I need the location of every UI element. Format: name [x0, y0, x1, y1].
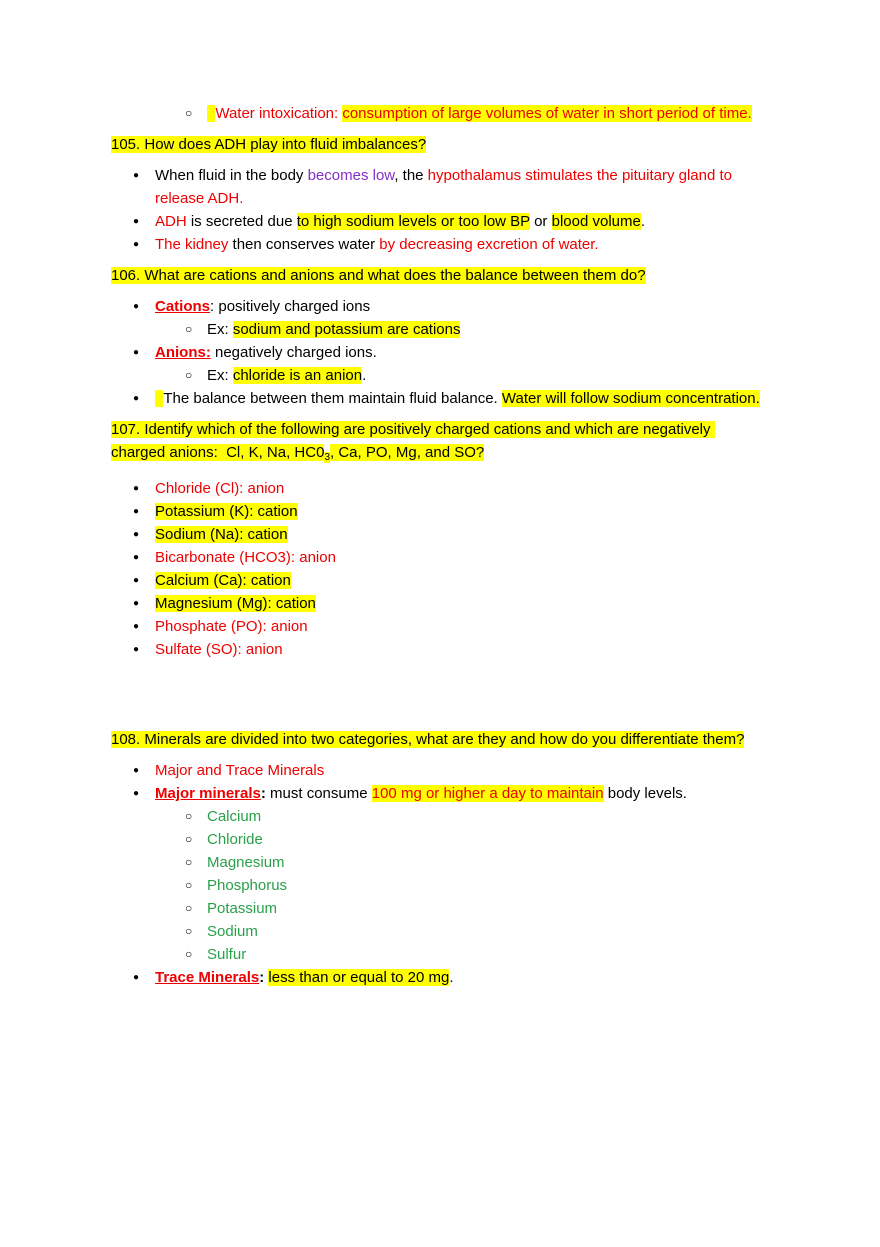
line-mineral-magnesium [111, 851, 768, 874]
bullet-major-minerals [111, 782, 768, 805]
line-mineral-potassium [111, 897, 768, 920]
filled-bullet-icon: ● [133, 239, 140, 250]
bullet-magnesium [111, 592, 768, 615]
text-run: blood volume [551, 213, 641, 230]
question-107 [111, 418, 768, 469]
text-run: Trace Minerals [155, 969, 260, 986]
line-mineral-calcium [111, 805, 768, 828]
bullet-potassium [111, 500, 768, 523]
text-run: consumption of large volumes of water in short period of time. [342, 105, 752, 122]
circle-bullet-icon: ○ [185, 368, 193, 382]
text-run: Sulfur [207, 946, 247, 963]
text-run: Sodium [207, 923, 258, 940]
bullet-trace-minerals [111, 966, 768, 989]
circle-bullet-icon: ○ [185, 106, 193, 120]
question-106 [111, 264, 768, 287]
line-water-intoxication [111, 102, 768, 125]
circle-bullet-icon: ○ [185, 809, 193, 823]
text-run: . [640, 213, 646, 230]
text-run: is secreted due [186, 213, 297, 230]
circle-bullet-icon: ○ [185, 855, 193, 869]
filled-bullet-icon: ● [133, 393, 140, 404]
text-run: Magnesium (Mg): cation [155, 595, 316, 612]
filled-bullet-icon: ● [133, 216, 140, 227]
text-run: , Ca, PO, Mg, and SO? [330, 444, 485, 461]
bullet-phosphate [111, 615, 768, 638]
text-run: must consume [265, 785, 372, 802]
circle-bullet-icon: ○ [185, 901, 193, 915]
line-mineral-sodium [111, 920, 768, 943]
text-run: Potassium (K): cation [155, 503, 298, 520]
text-run: Sodium (Na): cation [155, 526, 288, 543]
bullet-cations [111, 295, 768, 318]
text-run: Phosphate (PO): anion [155, 618, 308, 635]
bullet-kidney-conserves [111, 233, 768, 256]
text-run: by decreasing excretion of water. [379, 236, 599, 253]
text-run: 107. Identify which of the following are positively charged cations and which are negatively charged anions: Cl, K, Na, HC0 [111, 421, 715, 461]
text-run: The balance between them maintain fluid balance. [163, 390, 502, 407]
text-run: body levels. [603, 785, 687, 802]
text-run: Bicarbonate (HCO3): anion [155, 549, 336, 566]
text-run: Chloride (Cl): anion [155, 480, 285, 497]
circle-bullet-icon: ○ [185, 947, 193, 961]
text-run: Sulfate (SO): anion [155, 641, 283, 658]
bullet-sodium [111, 523, 768, 546]
bullet-anions [111, 341, 768, 364]
circle-bullet-icon: ○ [185, 878, 193, 892]
text-run: 106. What are cations and anions and what does the balance between them do? [111, 267, 646, 284]
bullet-sulfate [111, 638, 768, 661]
bullet-adh-secretion [111, 210, 768, 233]
text-run: Ex: [207, 367, 233, 384]
bullet-ion-balance [111, 387, 768, 410]
text-run: Anions: [155, 344, 211, 361]
text-run: Major and Trace Minerals [155, 762, 325, 779]
filled-bullet-icon: ● [133, 170, 140, 181]
circle-bullet-icon: ○ [185, 924, 193, 938]
bullet-chloride [111, 477, 768, 500]
line-mineral-chloride [111, 828, 768, 851]
filled-bullet-icon: ● [133, 552, 140, 563]
filled-bullet-icon: ● [133, 506, 140, 517]
text-run: Chloride [207, 831, 263, 848]
text-run: 3 [324, 452, 330, 463]
circle-bullet-icon: ○ [185, 322, 193, 336]
text-run: : positively charged ions [210, 298, 371, 315]
line-anion-example [111, 364, 768, 387]
text-run: then conserves water [228, 236, 380, 253]
bullet-calcium [111, 569, 768, 592]
text-run: When fluid in the body [155, 167, 308, 184]
text-run: Calcium [207, 808, 262, 825]
filled-bullet-icon: ● [133, 644, 140, 655]
text-run: Water intoxication: [215, 105, 343, 122]
text-run: Phosphorus [207, 877, 288, 894]
text-run: ADH [155, 213, 187, 230]
text-run: negatively charged ions. [210, 344, 377, 361]
text-run: Potassium [207, 900, 278, 917]
text-run: 105. How does ADH play into fluid imbalances? [111, 136, 427, 153]
bullet-bicarbonate [111, 546, 768, 569]
filled-bullet-icon: ● [133, 575, 140, 586]
text-run: . [362, 367, 367, 384]
filled-bullet-icon: ● [133, 972, 140, 983]
text-run: 108. Minerals are divided into two categories, what are they and how do you differentiate them? [111, 731, 745, 748]
text-run: less than or equal to 20 mg [268, 969, 450, 986]
filled-bullet-icon: ● [133, 788, 140, 799]
text-run: The kidney [155, 236, 229, 253]
text-run: Ex: [207, 321, 233, 338]
text-run: Cations [155, 298, 211, 315]
filled-bullet-icon: ● [133, 765, 140, 776]
text-run: Major minerals [155, 785, 261, 802]
text-run: becomes low [307, 167, 395, 184]
text-run: to high sodium levels or too low BP [296, 213, 530, 230]
text-run: hypothalamus stimulates the pituitary gland to release ADH. [155, 167, 737, 207]
text-run: : [259, 969, 265, 986]
line-mineral-phosphorus [111, 874, 768, 897]
filled-bullet-icon: ● [133, 598, 140, 609]
question-108 [111, 728, 768, 751]
circle-bullet-icon: ○ [185, 832, 193, 846]
text-run: Magnesium [207, 854, 285, 871]
text-run: or [529, 213, 552, 230]
filled-bullet-icon: ● [133, 621, 140, 632]
text-run: , the [394, 167, 428, 184]
text-run: . [449, 969, 454, 986]
bullet-mineral-categories [111, 759, 768, 782]
text-run: Calcium (Ca): cation [155, 572, 291, 589]
line-cation-example [111, 318, 768, 341]
filled-bullet-icon: ● [133, 347, 140, 358]
filled-bullet-icon: ● [133, 301, 140, 312]
text-run: chloride is an anion [232, 367, 363, 384]
blank-lines [111, 661, 768, 720]
text-run: 100 mg or higher a day to maintain [371, 785, 604, 802]
filled-bullet-icon: ● [133, 529, 140, 540]
text-run: sodium and potassium are cations [232, 321, 461, 338]
line-mineral-sulfur [111, 943, 768, 966]
text-run: : [260, 785, 266, 802]
text-run: Water will follow sodium concentration. [501, 390, 760, 407]
question-105 [111, 133, 768, 156]
bullet-adh-release [111, 164, 768, 210]
document-content [111, 102, 768, 989]
filled-bullet-icon: ● [133, 483, 140, 494]
